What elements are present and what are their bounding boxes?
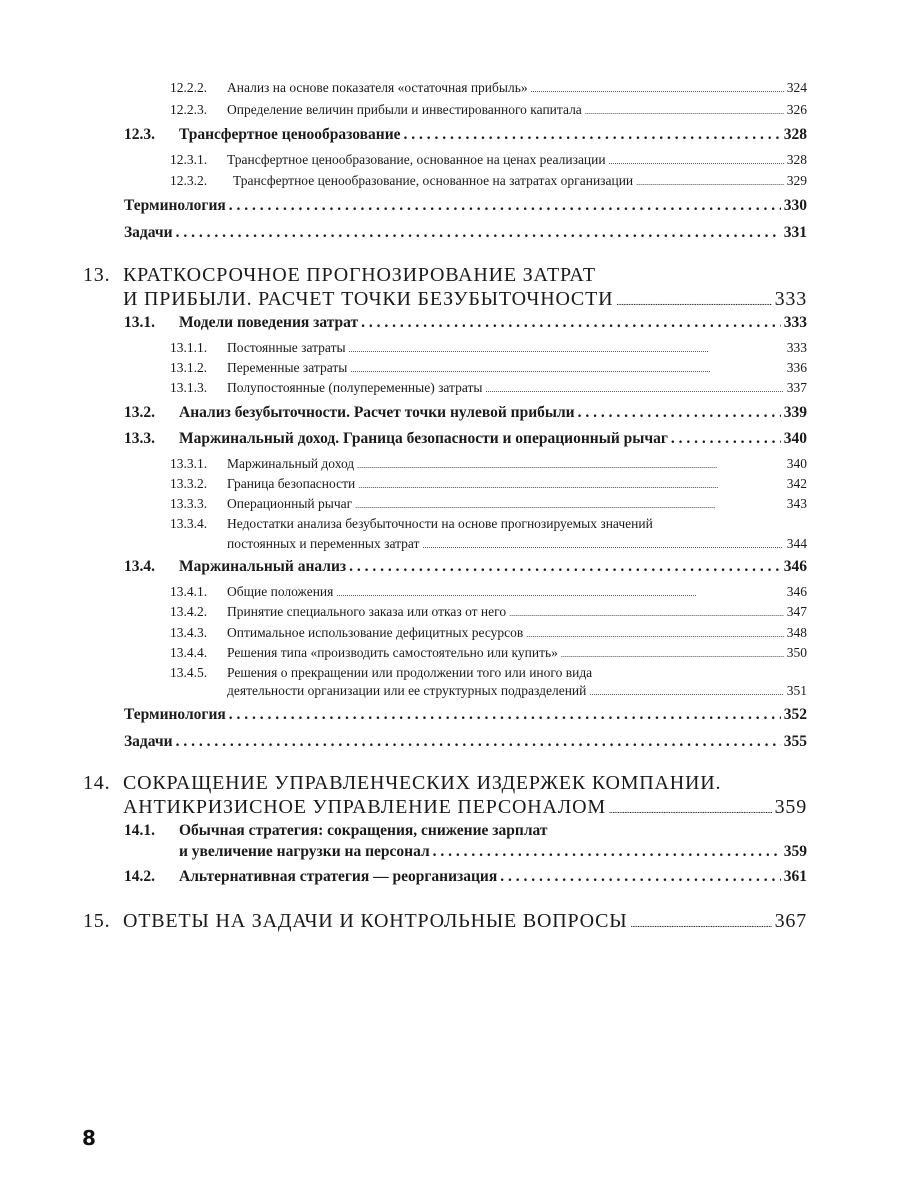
entry-title: Альтернативная стратегия — реорганизация [179,868,498,885]
toc-entry-terminology-12[interactable] [124,197,807,215]
entry-number: 13.4.2. [170,604,208,619]
entry-page: 337 [786,380,807,395]
entry-title: Маржинальный доход. Граница безопасности и операционный рычаг [179,430,668,447]
entry-title-line2: постоянных и переменных затрат [227,536,420,551]
entry-title: Определение величин прибыли и инвестированного капитала [227,102,582,117]
entry-number: 14.1. [124,822,155,839]
entry-title: Граница безопасности [227,476,356,491]
entry-number: 12.2.3. [170,102,208,117]
toc-entry-14-1[interactable] [124,843,807,861]
leader-dots [176,733,781,751]
leader-dots [561,650,784,659]
entry-title: Постоянные затраты [227,340,346,355]
leader-dots [355,501,784,510]
toc-entry-13-4-3[interactable] [170,625,807,641]
chapter-title: ОТВЕТЫ НА ЗАДАЧИ И КОНТРОЛЬНЫЕ ВОПРОСЫ [123,910,628,932]
entry-number: 13.2. [124,404,155,421]
entry-number: 13.4.3. [170,625,208,640]
toc-entry-12-2-3[interactable] [170,102,807,118]
toc-entry-chapter-15[interactable] [83,910,807,933]
entry-number: 12.3.1. [170,152,208,167]
leader-dots [349,345,784,354]
leader-dots [671,430,781,448]
entry-page: 346 [783,558,807,575]
entry-title: Полупостоянные (полупеременные) затраты [227,380,483,395]
chapter-number: 15. [83,910,111,932]
entry-page: 340 [783,430,807,447]
page-number: 8 [82,1126,96,1150]
toc-entry-13-3-3[interactable] [170,496,807,512]
leader-dots [176,224,781,242]
toc-entry-tasks-13[interactable] [124,733,807,751]
chapter-title-line2: И ПРИБЫЛИ. РАСЧЕТ ТОЧКИ БЕЗУБЫТОЧНОСТИ [123,288,614,310]
entry-title: Операционный рычаг [227,496,353,511]
entry-page: 346 [786,584,807,599]
entry-number: 13.3.1. [170,456,208,471]
entry-number: 13.3.2. [170,476,208,491]
entry-page: 333 [774,288,807,310]
toc-entry-13-1-2[interactable] [170,360,807,376]
toc-entry-13-4-2[interactable] [170,604,807,620]
chapter-title-line1: КРАТКОСРОЧНОЕ ПРОГНОЗИРОВАНИЕ ЗАТРАТ [123,264,596,286]
toc-entry-13-3-4-line1 [170,516,653,532]
toc-entry-12-3-2[interactable] [170,173,807,189]
entry-title-line1: Обычная стратегия: сокращения, снижение зарплат [179,822,548,839]
entry-number: 13.4.1. [170,584,208,599]
leader-dots [358,481,784,490]
toc-entry-14-2[interactable] [124,868,807,886]
toc-entry-13-3-1[interactable] [170,456,807,472]
entry-number: 13.4. [124,558,155,575]
entry-page: 343 [786,496,807,511]
entry-number: 14.2. [124,868,155,885]
entry-title: Маржинальный доход [227,456,355,471]
entry-number: 13.1.1. [170,340,208,355]
entry-title-line1: Недостатки анализа безубыточности на основе прогнозируемых значений [227,516,653,531]
toc-entry-13-4-5-line1 [170,665,592,681]
entry-title: Анализ на основе показателя «остаточная прибыль» [227,80,528,95]
entry-title: Маржинальный анализ [179,558,347,575]
toc-entry-13-4-5[interactable] [170,683,807,699]
entry-page: 333 [783,314,807,331]
entry-page: 359 [774,796,807,818]
entry-page: 350 [786,645,807,660]
entry-page: 352 [783,706,807,723]
entry-title: Переменные затраты [227,360,348,375]
toc-entry-12-2-2[interactable] [170,80,807,96]
entry-title: Задачи [124,224,173,241]
entry-page: 326 [786,102,807,117]
entry-page: 367 [774,910,807,932]
toc-entry-13-3-4[interactable] [170,536,807,552]
entry-title: Принятие специального заказа или отказ от него [227,604,507,619]
leader-dots [609,805,772,815]
toc-entry-13-1-3[interactable] [170,380,807,396]
chapter-title-line1: СОКРАЩЕНИЕ УПРАВЛЕНЧЕСКИХ ИЗДЕРЖЕК КОМПАНИИ. [123,772,722,794]
leader-dots [485,385,783,394]
leader-dots [616,297,771,307]
toc-entry-12-3-1[interactable] [170,152,807,168]
leader-dots [609,157,784,166]
leader-dots [589,688,783,697]
entry-number: 13.1. [124,314,155,331]
entry-number: 13.1.2. [170,360,208,375]
entry-number: 13.4.5. [170,665,208,680]
entry-number: 13.1.3. [170,380,208,395]
entry-page: 331 [783,224,807,241]
entry-page: 347 [786,604,807,619]
entry-page: 359 [783,843,807,860]
entry-page: 340 [786,456,807,471]
leader-dots [229,197,781,215]
leader-dots [509,609,784,618]
entry-page: 348 [786,625,807,640]
toc-entry-13-1-1[interactable] [170,340,807,356]
entry-title: Решения типа «производить самостоятельно или купить» [227,645,558,660]
toc-entry-13-4-1[interactable] [170,584,807,600]
toc-entry-tasks-12[interactable] [124,224,807,242]
leader-dots [631,919,772,929]
entry-number: 12.3.2. [170,173,208,188]
toc-entry-14-1-line1 [124,822,547,840]
toc-entry-13-3[interactable] [124,430,807,448]
entry-number: 13.3.3. [170,496,208,511]
entry-page: 333 [786,340,807,355]
chapter-13-title-line1 [83,264,807,287]
chapter-title-line2: АНТИКРИЗИСНОЕ УПРАВЛЕНИЕ ПЕРСОНАЛОМ [123,796,606,818]
entry-title: Модели поведения затрат [179,314,359,331]
toc-entry-chapter-14[interactable] [83,796,807,819]
leader-dots [336,589,783,598]
entry-title-line2: и увеличение нагрузки на персонал [179,843,430,860]
entry-page: 328 [786,152,807,167]
chapter-14-title-line1 [83,772,721,795]
entry-page: 355 [783,733,807,750]
toc-entry-13-2[interactable] [124,404,807,422]
leader-dots [357,461,784,470]
entry-number: 12.3. [124,126,155,143]
leader-dots [500,868,781,886]
entry-number: 13.4.4. [170,645,208,660]
leader-dots [531,85,784,94]
leader-dots [229,706,781,724]
entry-page: 324 [786,80,807,95]
entry-page: 351 [786,683,807,698]
entry-title-line1: Решения о прекращении или продолжении того или иного вида [227,665,593,680]
entry-page: 342 [786,476,807,491]
entry-page: 339 [783,404,807,421]
leader-dots [433,843,781,861]
entry-page: 344 [786,536,807,551]
entry-title: Трансфертное ценообразование [179,126,401,143]
entry-page: 336 [786,360,807,375]
entry-title-line2: деятельности организации или ее структурных подразделений [227,683,587,698]
leader-dots [349,558,781,576]
entry-page: 329 [786,173,807,188]
toc-entry-13-1[interactable] [124,314,807,332]
toc-entry-12-3[interactable] [124,126,807,144]
entry-page: 361 [783,868,807,885]
entry-title: Анализ безубыточности. Расчет точки нулевой прибыли [179,404,575,421]
entry-title: Терминология [124,706,226,723]
leader-dots [404,126,781,144]
leader-dots [350,365,783,374]
leader-dots [526,630,784,639]
leader-dots [422,541,783,550]
entry-title: Задачи [124,733,173,750]
entry-number: 12.2.2. [170,80,208,95]
leader-dots [636,178,784,187]
entry-page: 330 [783,197,807,214]
toc-entry-13-4-4[interactable] [170,645,807,661]
leader-dots [361,314,781,332]
entry-title: Оптимальное использование дефицитных ресурсов [227,625,524,640]
entry-title: Трансфертное ценообразование, основанное на затратах организации [233,173,634,188]
chapter-number: 13. [83,264,111,286]
toc-entry-13-4[interactable] [124,558,807,576]
toc-entry-chapter-13[interactable] [83,288,807,311]
chapter-number: 14. [83,772,111,794]
toc-entry-terminology-13[interactable] [124,706,807,724]
entry-number: 13.3. [124,430,155,447]
entry-number: 13.3.4. [170,516,208,531]
leader-dots [578,404,781,422]
entry-title: Терминология [124,197,226,214]
entry-page: 328 [783,126,807,143]
leader-dots [585,107,784,116]
entry-title: Трансфертное ценообразование, основанное на ценах реализации [227,152,606,167]
toc-entry-13-3-2[interactable] [170,476,807,492]
entry-title: Общие положения [227,584,334,599]
